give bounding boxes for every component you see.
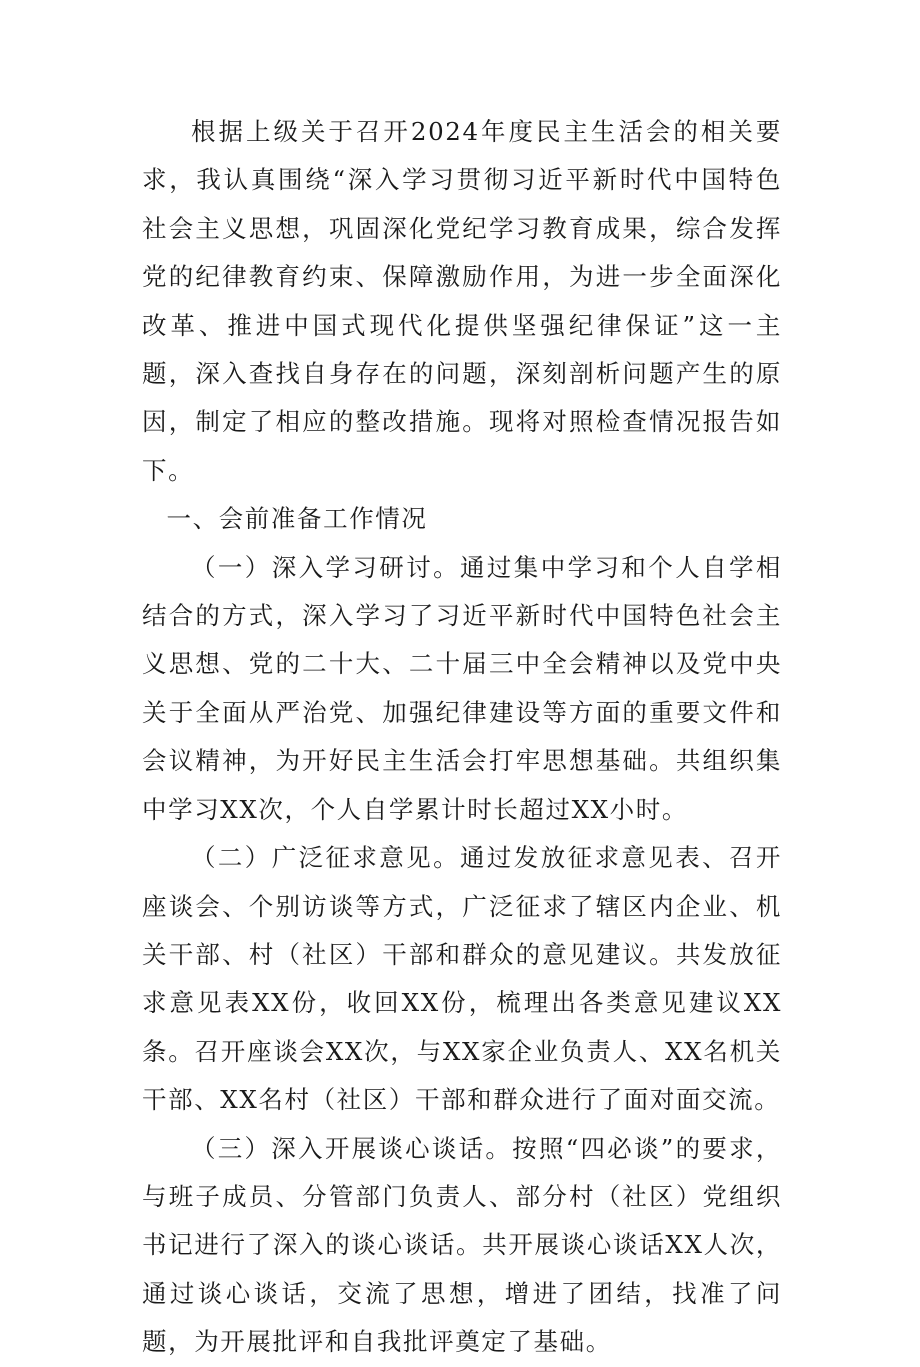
section-heading: 一、会前准备工作情况 [166,504,428,534]
item-paragraph-2: （二）广泛征求意见。通过发放征求意见表、召开座谈会、个别访谈等方式，广泛征求了辖区内企业、机关干部、村（社区）干部和群众的意见建议。共发放征求意见表XX份，收回XX份，梳理出各类意见建议XX条。召开座谈会XX次，与XX家企业负责人、XX名机关干部、XX名村（社区）干部和群众进行了面对面交流。 [142,843,782,1115]
item-paragraph-3: （三）深入开展谈心谈话。按照“四必谈”的要求，与班子成员、分管部门负责人、部分村（社区）党组织书记进行了深入的谈心谈话。共开展谈心谈话XX人次，通过谈心谈话，交流了思想，增进了团结，找准了问题，为开展批评和自我批评奠定了基础。 [142,1133,782,1357]
item-paragraph-1: （一）深入学习研讨。通过集中学习和个人自学相结合的方式，深入学习了习近平新时代中国特色社会主义思想、党的二十大、二十届三中全会精神以及党中央关于全面从严治党、加强纪律建设等方面的重要文件和会议精神，为开好民主生活会打牢思想基础。共组织集中学习XX次，个人自学累计时长超过XX小时。 [142,552,782,824]
intro-paragraph: 根据上级关于召开2024年度民主生活会的相关要求，我认真围绕“深入学习贯彻习近平新时代中国特色社会主义思想，巩固深化党纪学习教育成果，综合发挥党的纪律教育约束、保障激励作用，为进一步全面深化改革、推进中国式现代化提供坚强纪律保证”这一主题，深入查找自身存在的问题，深刻剖析问题产生的原因，制定了相应的整改措施。现将对照检查情况报告如下。 [142,117,782,485]
document-body [142,108,782,1367]
